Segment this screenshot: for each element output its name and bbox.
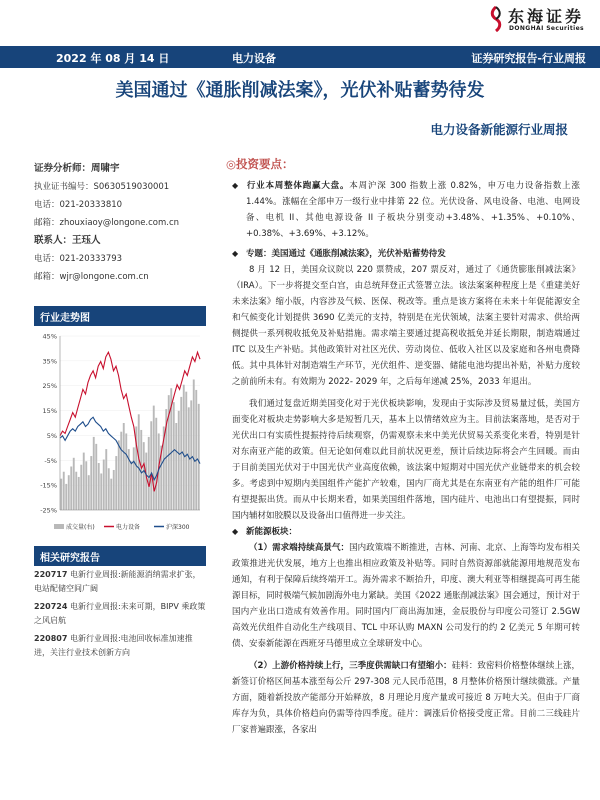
volume-bar: [150, 421, 152, 510]
header-bar: [0, 46, 600, 68]
diamond-bullet-icon: ◆: [232, 181, 239, 190]
volume-bar: [93, 437, 95, 510]
volume-bar: [90, 456, 92, 510]
y-tick-label: -25%: [40, 506, 57, 515]
volume-bar: [65, 484, 67, 510]
volume-bar: [100, 473, 102, 510]
volume-bar: [85, 461, 87, 510]
volume-bar: [140, 430, 142, 510]
key-points: [226, 156, 580, 738]
y-tick-label: -15%: [40, 481, 57, 490]
diamond-bullet-icon: ◆: [232, 249, 239, 258]
y-tick-label: 5%: [46, 431, 57, 440]
volume-bar: [60, 479, 62, 510]
volume-bar: [70, 467, 72, 511]
y-tick-label: 25%: [42, 382, 57, 391]
report-title: 美国通过《通胀削减法案》，光伏补贴蓄势待发: [115, 80, 485, 101]
volume-bar: [155, 418, 157, 510]
paragraph-upstream: （2）上游价格持续上行，三季度供需缺口有望缩小：硅料：致密料价格整体继续上涨，新签订价格区间基本涨至每公斤 297-308 元人民币范围，8 月整体价格预计继续微涨。产量方面，随着新投放产能部分开始释放，8 月理论月度产量或可接近 8 万吨大关。但由于厂商库存为负，具体价格趋向仍需等待四季度。硅片：调涨后价格接受度正常。目前二三线硅片厂家普遍跟涨，各家出: [232, 661, 580, 735]
trend-chart-svg: [34, 328, 206, 540]
volume-bar: [115, 456, 117, 510]
volume-bar: [68, 475, 70, 510]
diamond-bullet-icon: ◆: [232, 527, 239, 536]
volume-bar: [118, 440, 120, 510]
logo-name-cn: 东海证券: [508, 7, 585, 26]
related-reports-list: [34, 568, 206, 664]
analyst-email[interactable]: 邮箱：zhouxiaoy@longone.com.cn: [34, 218, 180, 228]
paragraph-ira: 8 月 12 日，美国众议院以 220 票赞成，207 票反对，通过了《通货膨胀削减法案》（IRA）。下一步将提交至白宫，由总统拜登正式签署立法。该法案案种程度上是《重建美好未来法案》缩小版，内容涉及气候、医保、税改等。重点是该方案将在未来十年促能源安全和气候变化计划提供 3690 亿美元的支持，特别是在光伏领域，法案主要针对需求、供给两侧提供一系列税收抵免及补贴措施。需求端主要通过提高税收抵免并延长期限，制造端通过 ITC 以及生产补贴。其他政策针对社区光伏、劳动岗位、低收入社区以及家庭和各州电费降低。其中具体针对制造端生产环节，光伏组件、逆变器、储能电池均提出补贴，补贴力度较之前前所未有。有效期为 2022- 2029 年，之后每年递减 25%，2033 年退出。: [232, 265, 580, 387]
report-date: 2022 年 08 月 14 日: [56, 52, 170, 65]
analyst-info: [34, 160, 206, 286]
related-reports-title: 相关研究报告: [34, 546, 206, 566]
volume-bar: [63, 472, 65, 510]
analyst-name: 证券分析师：周啸宇: [34, 163, 120, 174]
volume-bar: [83, 453, 85, 510]
legend-label: 沪深300: [166, 524, 190, 531]
volume-bar: [78, 477, 80, 510]
contact-email[interactable]: 邮箱：wjr@longone.com.cn: [34, 272, 149, 282]
related-report-item[interactable]: 220724 电新行业周报:未来可期，BIPV 乘政策之风启航: [34, 602, 206, 625]
paragraph-impact: 我们通过复盘近期美国变化对于光伏板块影响，发现由于实际涉及贸易量过低，美国方面变化对板块走势影响大多是短暂几天，基本上以情绪效应为主。目前法案落地，是否对于光伏出口有实质性提振持待后续观察，仍需观察未来中美光伏贸易关系变化来看，特别是针对东南亚产能的政策。但无论如何难以此目前状况更差，预计后续边际将会产生回暖。而由于目前美国光伏对于中国光伏产业高度依赖，该法案中短期对中国光伏产业链带来的机会较多。考虑到中短期内美国组件产能扩产较难，国内厂商尤其是在东南亚有产能的组件厂可能有望提振出货。而从中长期来看，如果美国组件落地，国内硅片、电池出口有望提振，同时国内辅材如胶膜以及设备出口值得进一步关注。: [232, 399, 580, 521]
volume-bar: [175, 423, 177, 510]
volume-bar: [195, 390, 197, 510]
volume-bar: [178, 411, 180, 510]
analyst-phone: 电话：021-20333810: [34, 200, 123, 210]
volume-bar: [143, 442, 145, 510]
contact-name: 联系人：王珏人: [34, 235, 101, 246]
report-subtitle: 电力设备新能源行业周报: [430, 122, 568, 137]
volume-bar: [73, 458, 75, 510]
related-report-item[interactable]: 220807 电新行业周报:电池回收标准加速推进，关注行业技术创新方向: [34, 634, 193, 657]
logo-name-en: DONGHAI Securities: [509, 25, 585, 32]
volume-bar: [130, 461, 132, 510]
y-tick-label: 45%: [42, 332, 57, 341]
volume-bar: [193, 380, 195, 511]
industry-trend-chart: [34, 328, 206, 540]
volume-bar: [113, 470, 115, 510]
volume-bar: [190, 400, 192, 510]
legend-swatch: [54, 524, 64, 529]
volume-bar: [98, 463, 100, 510]
report-type: 证券研究报告-行业周报: [471, 52, 586, 65]
volume-bar: [123, 423, 125, 510]
volume-bar: [173, 402, 175, 510]
volume-bar: [185, 392, 187, 510]
volume-bar: [183, 385, 185, 510]
industry-label: 电力设备: [232, 52, 276, 65]
volume-bar: [80, 465, 82, 510]
volume-bar: [120, 432, 122, 510]
company-logo: [488, 4, 592, 38]
volume-bar: [108, 468, 110, 510]
chart-section-title: 行业走势图: [34, 306, 206, 326]
volume-bar: [148, 437, 150, 510]
volume-bar: [153, 406, 155, 510]
paragraph-demand: （1）需求端持续高景气：国内政策端不断推进，吉林、河南、北京、上海等均发布相关政策推进光伏发展，地方上也推出相应政策及补贴等。同时自然资源部就能源用地规范发布通知，有利于保障后续终端开工。海外需求不断抬升，印度、澳大利亚等相继提高可再生能源目标，同时极端气候加剧海外电力紧缺。美国《2022 通胀削减法案》国会通过，预计对于国内产业出口造成有效善作用。同时国内厂商出海加速，金辰股份与印度公司签订 2.5GW 高效光伏组件自动化生产线项目、TCL 中环认购 MAXN 公司发行的约 2 亿美元 5 年期可转债、安泰新能源在西班牙马德里成立全球研发中心。: [232, 543, 580, 649]
volume-bar: [110, 479, 112, 510]
volume-bar: [105, 449, 107, 510]
volume-bar: [103, 460, 105, 510]
related-report-item[interactable]: 220717 电新行业周报:新能源消纳需求扩张，电站配储空间广阔: [34, 570, 201, 593]
volume-bar: [133, 447, 135, 510]
volume-bar: [198, 404, 200, 510]
volume-bar: [88, 475, 90, 510]
legend-label: 电力设备: [116, 524, 141, 531]
volume-bar: [145, 453, 147, 510]
key-points-heading: ◎投资要点：: [226, 157, 294, 171]
volume-bar: [75, 472, 77, 510]
bullet-topic: ◆ 专题：美国通过《通胀削减法案》，光伏补贴蓄势待发: [226, 246, 580, 262]
volume-bar: [125, 433, 127, 510]
analyst-cert: 执业证书编号：S0630519030001: [34, 182, 170, 192]
legend-label: 成交量(右): [66, 524, 95, 531]
bullet-new-energy: ◆ 新能源板块：: [226, 524, 580, 540]
contact-phone: 电话：021-20333793: [34, 254, 123, 264]
bullet-market: ◆ 行业本周整体跑赢大盘。本周沪深 300 指数上涨 0.82%，申万电力设备指数上涨 1.44%。涨幅在全部申万一级行业中排第 22 位。光伏设备、风电设备、电池、电网设备、电机 II、其他电源设备 II 子板块分别变动+3.48%、+1.35%、+0.10%、+0.38%、+3.69%、+3.12%。: [226, 178, 580, 242]
logo-mark-icon: [488, 6, 504, 32]
y-tick-label: -5%: [44, 456, 57, 465]
volume-bar: [95, 444, 97, 510]
y-tick-label: 35%: [42, 357, 57, 366]
y-tick-label: 15%: [42, 407, 57, 416]
